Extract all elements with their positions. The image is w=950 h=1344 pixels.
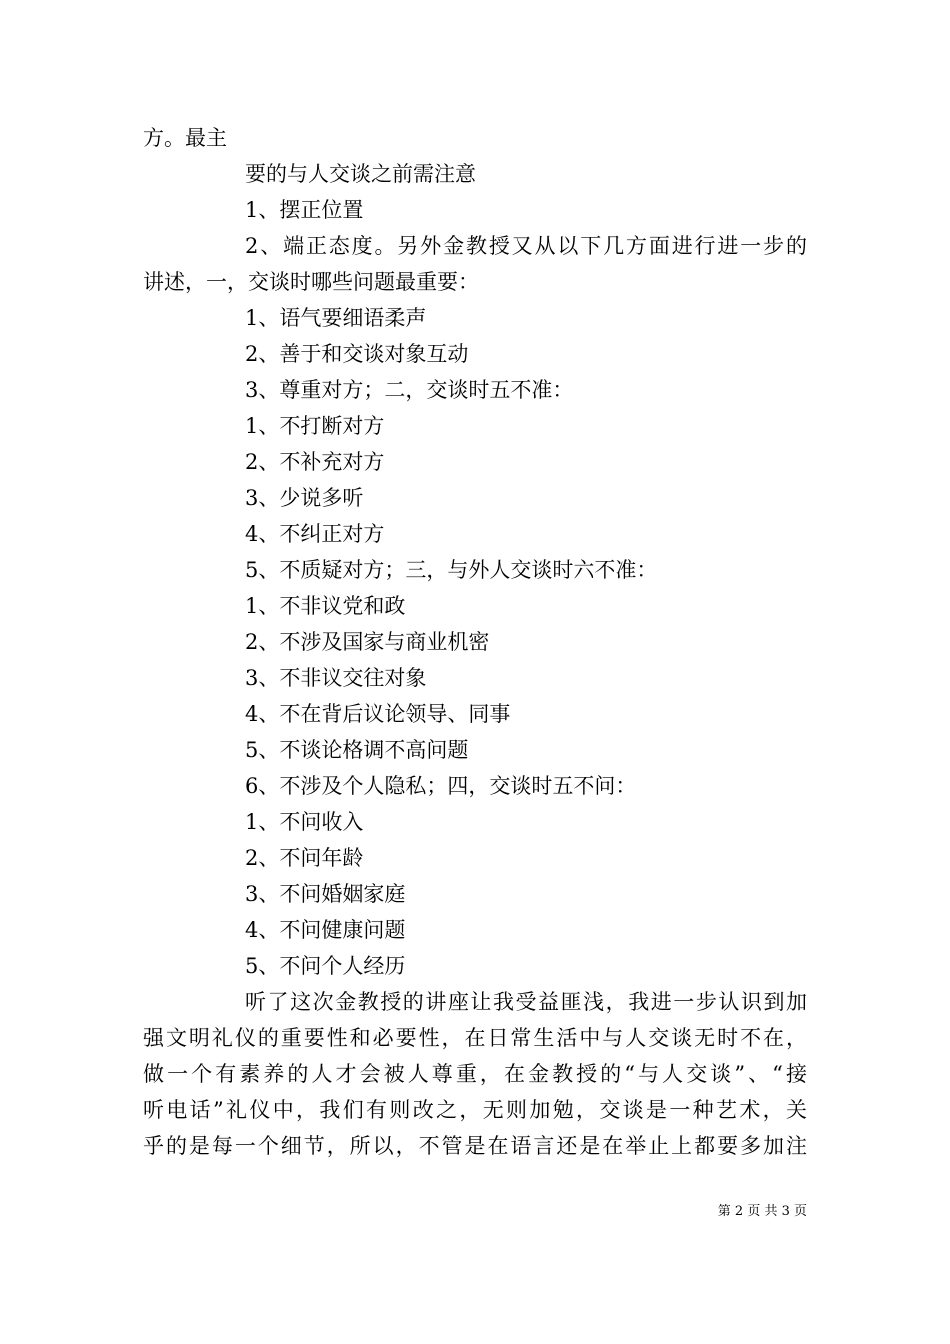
text-line: 4、不问健康问题	[245, 918, 406, 942]
text-line: 做一个有素养的人才会被人尊重，在金教授的“与人交谈”、“接	[143, 1062, 807, 1086]
text-line: 4、不纠正对方	[245, 522, 385, 546]
text-line: 1、语气要细语柔声	[245, 306, 427, 330]
text-line: 6、不涉及个人隐私；四，交谈时五不问：	[245, 774, 637, 798]
text-line: 2、不补充对方	[245, 450, 385, 474]
text-line: 强文明礼仪的重要性和必要性，在日常生活中与人交谈无时不在，	[143, 1026, 807, 1050]
text-line: 乎的是每一个细节，所以，不管是在语言还是在举止上都要多加注	[143, 1134, 807, 1158]
text-line: 3、不问婚姻家庭	[245, 882, 406, 906]
text-line: 5、不质疑对方；三，与外人交谈时六不准：	[245, 558, 658, 582]
text-line: 听了这次金教授的讲座让我受益匪浅，我进一步认识到加	[245, 990, 807, 1014]
text-line: 1、不问收入	[245, 810, 364, 834]
text-line: 5、不问个人经历	[245, 954, 406, 978]
text-line: 讲述，一，交谈时哪些问题最重要：	[143, 270, 479, 294]
text-line: 方。最主	[143, 126, 227, 150]
text-line: 1、摆正位置	[245, 198, 364, 222]
text-line: 2、不问年龄	[245, 846, 364, 870]
text-line: 2、善于和交谈对象互动	[245, 342, 469, 366]
text-line: 3、不非议交往对象	[245, 666, 427, 690]
text-line: 5、不谈论格调不高问题	[245, 738, 469, 762]
text-line: 4、不在背后议论领导、同事	[245, 702, 511, 726]
text-line: 2、不涉及国家与商业机密	[245, 630, 490, 654]
text-line: 1、不打断对方	[245, 414, 385, 438]
text-line: 3、少说多听	[245, 486, 364, 510]
text-line: 1、不非议党和政	[245, 594, 406, 618]
page-number-footer: 第 2 页 共 3 页	[717, 1204, 807, 1219]
text-line: 3、尊重对方；二，交谈时五不准：	[245, 378, 574, 402]
text-line: 2、端正态度。另外金教授又从以下几方面进行进一步的	[245, 234, 807, 258]
text-line: 要的与人交谈之前需注意	[245, 162, 476, 186]
text-line: 听电话”礼仪中，我们有则改之，无则加勉，交谈是一种艺术，关	[143, 1098, 807, 1122]
